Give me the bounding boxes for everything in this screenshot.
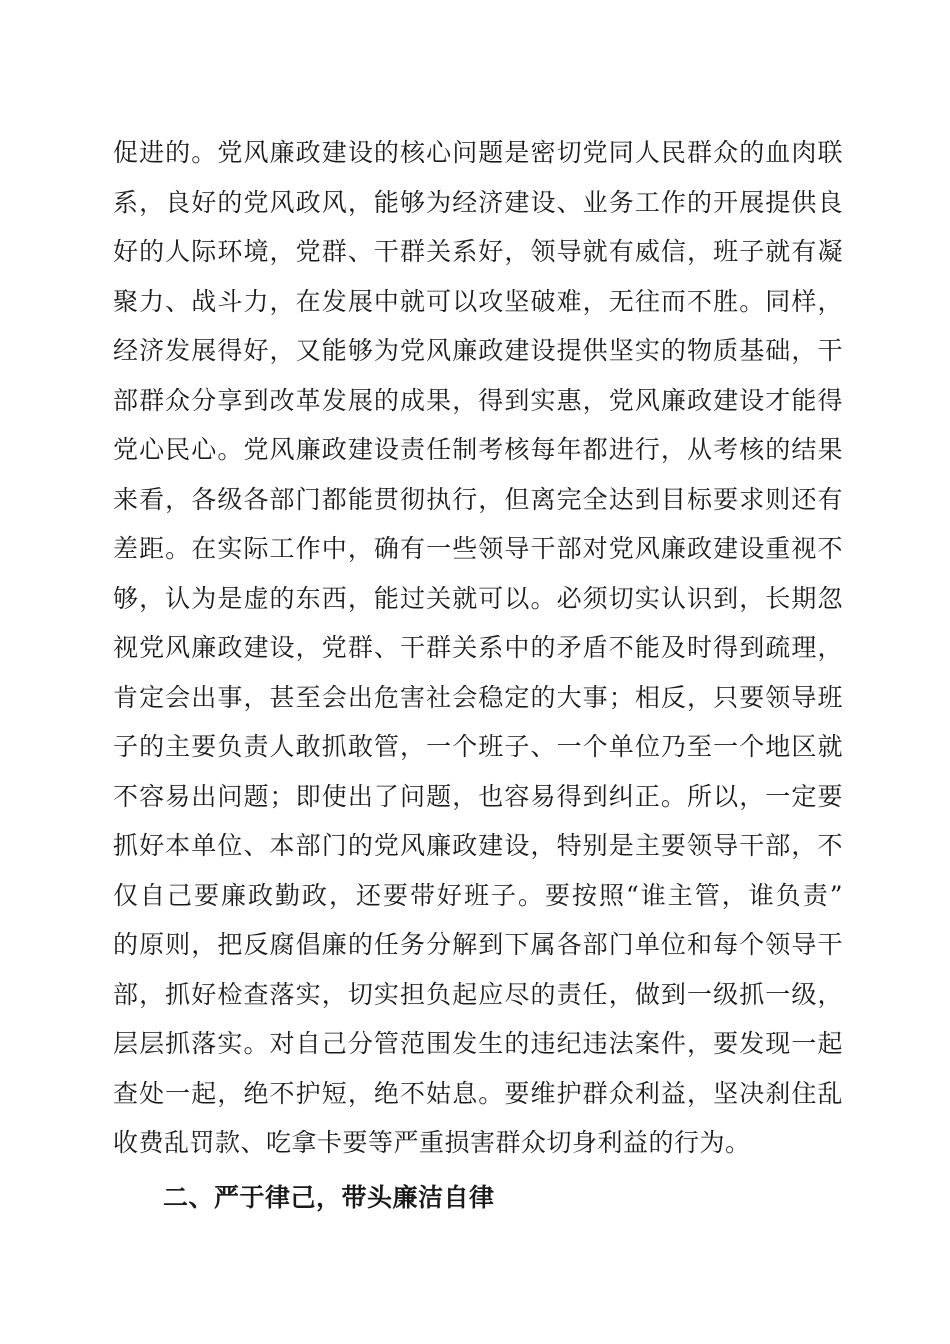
paragraph-line: 部群众分享到改革发展的成果，得到实惠，党风廉政建设才能得 (113, 385, 843, 415)
paragraph-line: 子的主要负责人敢抓敢管，一个班子、一个单位乃至一个地区就 (113, 732, 843, 761)
paragraph-line: 层层抓落实。对自己分管范围发生的违纪违法案件，要发现一起 (113, 1029, 843, 1058)
paragraph-line: 仅自己要廉政勤政，还要带好班子。要按照“谁主管，谁负责” (113, 880, 843, 910)
body-paragraph (113, 128, 843, 1168)
paragraph-line: 收费乱罚款、吃拿卡要等严重损害群众切身利益的行为。 (113, 1128, 751, 1157)
paragraph-line: 党心民心。党风廉政建设责任制考核每年都进行，从考核的结果 (113, 435, 843, 464)
paragraph-line: 好的人际环境，党群、干群关系好，领导就有威信，班子就有凝 (113, 237, 843, 266)
paragraph-line: 查处一起，绝不护短，绝不姑息。要维护群众利益，坚决刹住乱 (113, 1078, 843, 1108)
paragraph-line: 视党风廉政建设，党群、干群关系中的矛盾不能及时得到疏理， (113, 633, 843, 662)
section-heading: 二、严于律己，带头廉洁自律 (163, 1183, 495, 1212)
paragraph-line: 肯定会出事，甚至会出危害社会稳定的大事；相反，只要领导班 (113, 682, 843, 712)
paragraph-line: 聚力、战斗力，在发展中就可以攻坚破难，无往而不胜。同样， (113, 286, 843, 316)
paragraph-line: 部，抓好检查落实，切实担负起应尽的责任，做到一级抓一级， (113, 979, 843, 1009)
paragraph-line: 经济发展得好，又能够为党风廉政建设提供坚实的物质基础，干 (113, 336, 843, 365)
paragraph-line: 来看，各级各部门都能贯彻执行，但离完全达到目标要求则还有 (113, 484, 843, 514)
paragraph-line: 系，良好的党风政风，能够为经济建设、业务工作的开展提供良 (113, 187, 843, 217)
paragraph-line: 差距。在实际工作中，确有一些领导干部对党风廉政建设重视不 (113, 534, 843, 563)
paragraph-line: 不容易出问题；即使出了问题，也容易得到纠正。所以，一定要 (113, 781, 843, 811)
paragraph-line: 的原则，把反腐倡廉的任务分解到下属各部门单位和每个领导干 (113, 930, 843, 959)
paragraph-line: 抓好本单位、本部门的党风廉政建设，特别是主要领导干部，不 (113, 831, 843, 860)
paragraph-line: 促进的。党风廉政建设的核心问题是密切党同人民群众的血肉联 (113, 138, 843, 167)
paragraph-line: 够，认为是虚的东西，能过关就可以。必须切实认识到，长期忽 (113, 583, 843, 613)
